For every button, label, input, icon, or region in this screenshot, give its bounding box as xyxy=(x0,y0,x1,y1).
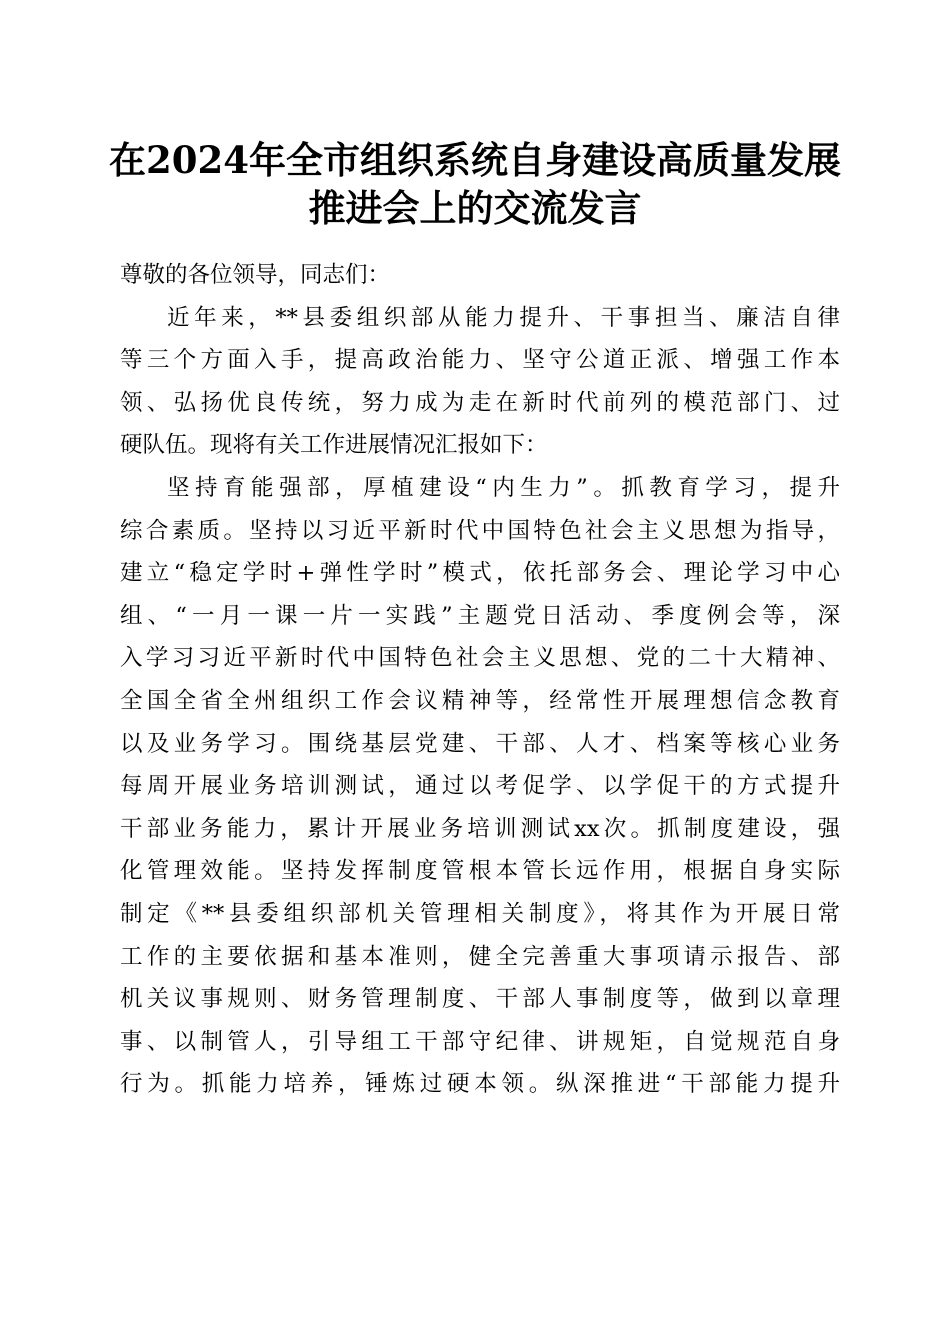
paragraph-1-line: 近年来，**县委组织部从能力提升、干事担当、廉洁自律 xyxy=(167,304,840,331)
paragraph-2-line: 干部业务能力，累计开展业务培训测试xx次。抓制度建设，强 xyxy=(120,815,840,842)
paragraph-2-line: 事、以制管人，引导组工干部守纪律、讲规矩，自觉规范自身 xyxy=(120,1028,840,1055)
paragraph-1-line: 硬队伍。现将有关工作进展情况汇报如下： xyxy=(120,432,548,459)
document-body xyxy=(120,254,840,1106)
paragraph-2-line: 每周开展业务培训测试，通过以考促学、以学促干的方式提升 xyxy=(120,773,840,800)
paragraph-2-line: 综合素质。坚持以习近平新时代中国特色社会主义思想为指导， xyxy=(120,517,840,544)
paragraph-2-line: 机关议事规则、财务管理制度、干部人事制度等，做到以章理 xyxy=(120,986,840,1013)
document-title-line-1: 在2024年全市组织系统自身建设高质量发展 xyxy=(109,138,841,182)
paragraph-2-line: 全国全省全州组织工作会议精神等，经常性开展理想信念教育 xyxy=(120,687,840,714)
paragraph-2-line: 坚持育能强部，厚植建设“内生力”。抓教育学习，提升 xyxy=(167,474,840,501)
paragraph-2-line: 化管理效能。坚持发挥制度管根本管长远作用，根据自身实际 xyxy=(120,858,840,885)
paragraph-2-line: 制定《**县委组织部机关管理相关制度》，将其作为开展日常 xyxy=(120,900,840,927)
paragraph-2-line: 建立“稳定学时+弹性学时”模式，依托部务会、理论学习中心 xyxy=(120,560,840,587)
paragraph-1-line: 领、弘扬优良传统，努力成为走在新时代前列的模范部门、过 xyxy=(120,389,840,416)
paragraph-2-line: 工作的主要依据和基本准则，健全完善重大事项请示报告、部 xyxy=(120,943,840,970)
paragraph-2-line: 入学习习近平新时代中国特色社会主义思想、党的二十大精神、 xyxy=(120,645,840,672)
paragraph-2-line: 行为。抓能力培养，锤炼过硬本领。纵深推进“干部能力提升 xyxy=(120,1071,840,1098)
paragraph-2-line: 组、“一月一课一片一实践”主题党日活动、季度例会等，深 xyxy=(120,602,840,629)
salutation: 尊敬的各位领导，同志们： xyxy=(120,262,391,288)
paragraph-1-line: 等三个方面入手，提高政治能力、坚守公道正派、增强工作本 xyxy=(120,347,840,374)
document-title-line-2: 推进会上的交流发言 xyxy=(308,186,642,230)
paragraph-2-line: 以及业务学习。围绕基层党建、干部、人才、档案等核心业务 xyxy=(120,730,840,757)
